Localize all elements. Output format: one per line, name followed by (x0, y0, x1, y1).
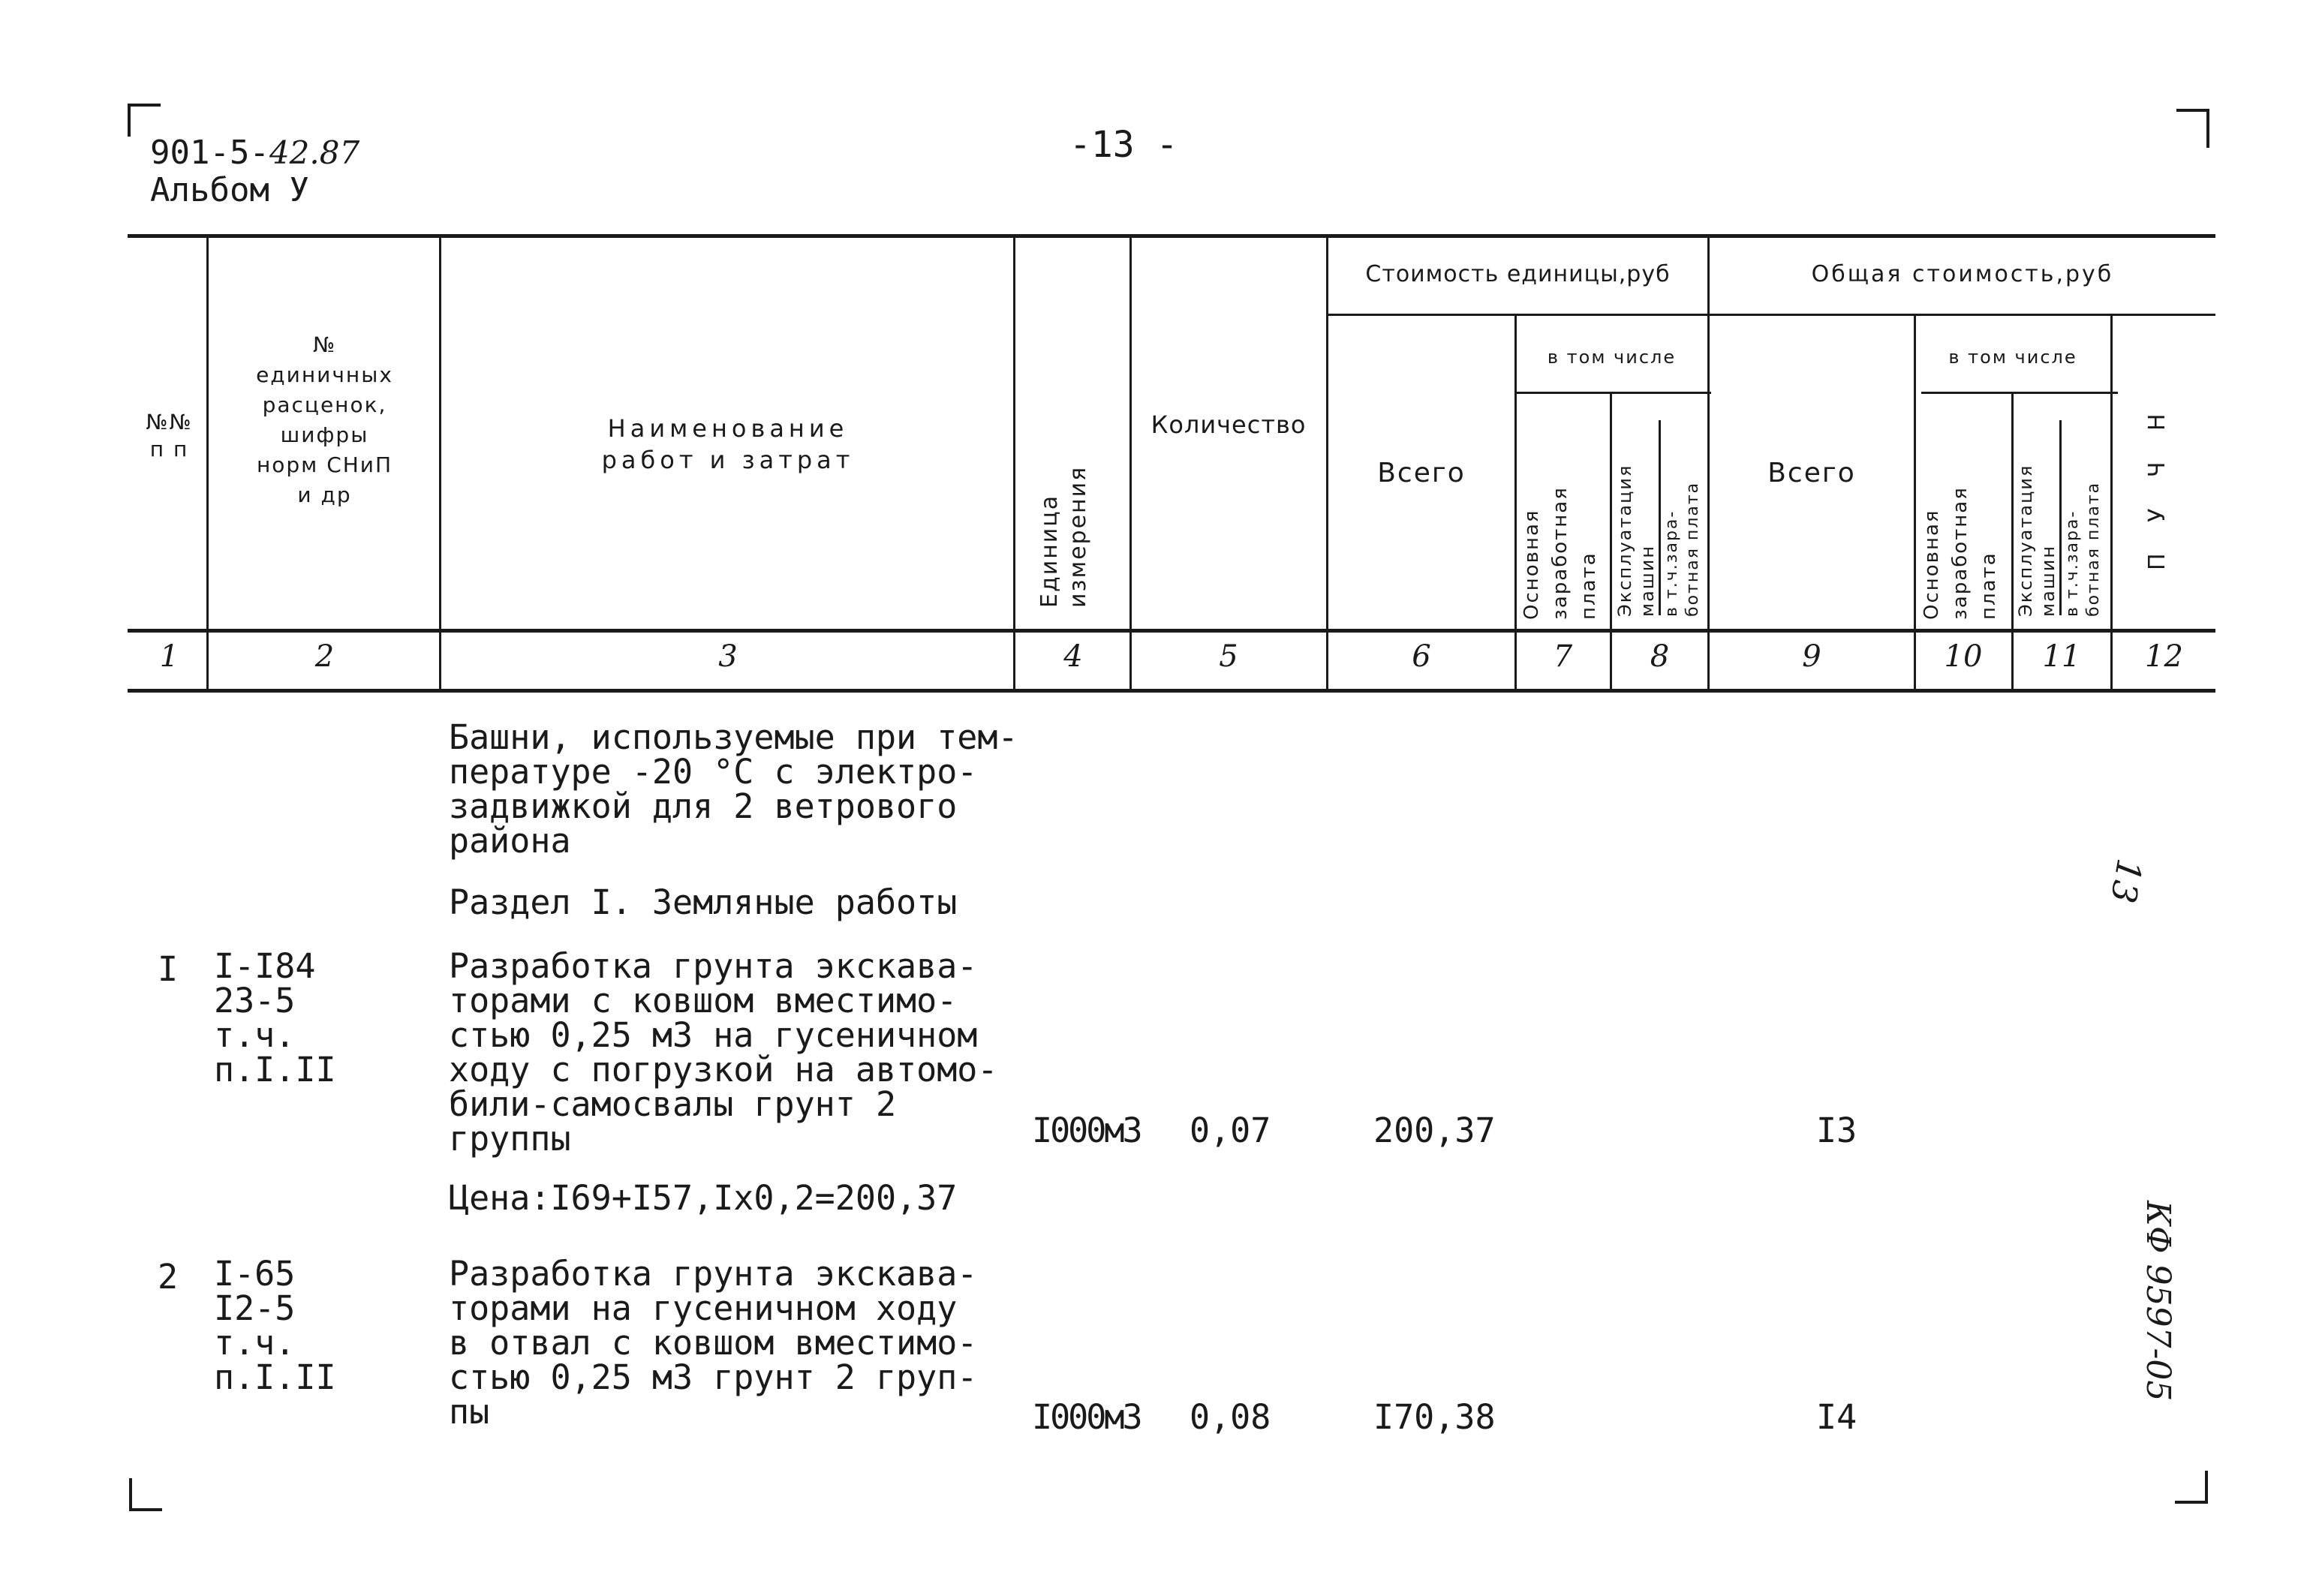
row-2-name: Разработка грунта экскава- торами на гусеничном ходу в отвал с ковшом вместимо- стью 0,25 м3 грунт 2 груп- пы (449, 1254, 978, 1432)
row-1-price-note: Цена:I69+I57,Iх0,2=200,37 (449, 1178, 958, 1218)
row-1-unit-total: 200,37 (1373, 1111, 1496, 1150)
header-rate-codes: № единичных расценок, шифры норм СНиП и др (256, 332, 393, 507)
header-unit-machines: Эксплуатация машин (1614, 464, 1658, 617)
col-divider (439, 236, 441, 691)
row-2-unit: I000м3 (1032, 1397, 1141, 1437)
row-1-name: Разработка грунта экскава- торами с ковшом вместимо- стью 0,25 м3 на гусеничном ходу с погрузкой на автомо- били-самосвалы грунт 2 группы (449, 946, 998, 1159)
column-number: 10 (1944, 639, 1983, 674)
row-1-unit: I000м3 (1032, 1111, 1141, 1150)
column-number: 5 (1219, 639, 1238, 674)
header-puchn: П У Ч Н (2144, 401, 2170, 570)
col-divider (1129, 236, 1132, 691)
header-total-incl: в том числе (1948, 347, 2077, 368)
unit-cost-divider (1328, 314, 2215, 316)
column-number: 12 (2145, 639, 2183, 674)
header-work-name: Наименование работ и затрат (601, 414, 855, 474)
corner-mark-top-left (128, 104, 161, 137)
side-note-page: 13 (2102, 855, 2150, 906)
header-unit-all: Всего (1377, 458, 1466, 488)
header-unit-cost: Стоимость единицы,руб (1365, 261, 1671, 287)
column-number: 2 (314, 639, 335, 674)
document-code-printed: 901-5- (150, 134, 269, 172)
column-number: 8 (1650, 639, 1670, 674)
row-2-total: I4 (1816, 1397, 1857, 1437)
row-2-code: I-65 I2-5 т.ч. п.I.II (214, 1254, 336, 1397)
header-total-machines-rule (2059, 420, 2062, 615)
column-number: 1 (159, 639, 179, 674)
intro-text: Башни, используемые при тем- пературе -20 °С с электро- задвижкой для 2 ветрового района (449, 717, 1018, 861)
header-total-machine-wage: в т.ч.зара- ботная плата (2063, 481, 2103, 617)
header-total-cost: Общая стоимость,руб (1811, 261, 2114, 287)
document-code-handwritten: 42.87 (269, 134, 360, 171)
row-2-unit-total: I70,38 (1373, 1397, 1496, 1437)
header-quantity: Количество (1150, 410, 1307, 439)
column-number: 4 (1063, 639, 1083, 674)
row-1-quantity: 0,07 (1190, 1111, 1271, 1150)
col-divider (2110, 315, 2113, 691)
section-title: Раздел I. Земляные работы (449, 882, 958, 922)
row-2-number: 2 (158, 1257, 179, 1297)
header-unit-machines-rule (1659, 420, 1661, 615)
album-label: Альбом У (150, 171, 309, 209)
header-unit: Единица измерения (1036, 465, 1091, 608)
header-unit-machine-wage: в т.ч.зара- ботная плата (1662, 481, 1702, 617)
header-total-machines: Эксплуатация машин (2015, 464, 2059, 617)
header-total-all: Всего (1767, 458, 1856, 488)
corner-mark-top-right (2176, 109, 2209, 148)
incl-divider-total (1921, 392, 2118, 394)
corner-mark-bottom-left (129, 1478, 162, 1511)
header-total-wage: Основная заработная плата (1921, 486, 2000, 620)
column-number: 9 (1802, 639, 1821, 674)
row-2-quantity: 0,08 (1190, 1397, 1271, 1437)
column-number: 11 (2042, 639, 2081, 674)
column-number: 3 (718, 639, 738, 674)
side-note-archive: КФ 9597-05 (2139, 1201, 2177, 1402)
page-number: -13 - (1069, 124, 1178, 166)
row-1-code: I-I84 23-5 т.ч. п.I.II (214, 946, 336, 1090)
header-unit-wage: Основная заработная плата (1520, 486, 1600, 620)
incl-divider-unit (1514, 392, 1711, 394)
col-divider (1013, 236, 1015, 691)
header-unit-incl: в том числе (1547, 347, 1677, 368)
corner-mark-bottom-right (2175, 1471, 2208, 1504)
col-divider (206, 236, 209, 691)
column-number: 7 (1553, 639, 1573, 674)
document-code (150, 134, 359, 172)
row-1-number: I (158, 949, 179, 989)
header-item-number: №№ п п (146, 410, 193, 461)
column-number: 6 (1412, 639, 1431, 674)
row-1-total: I3 (1816, 1111, 1857, 1150)
